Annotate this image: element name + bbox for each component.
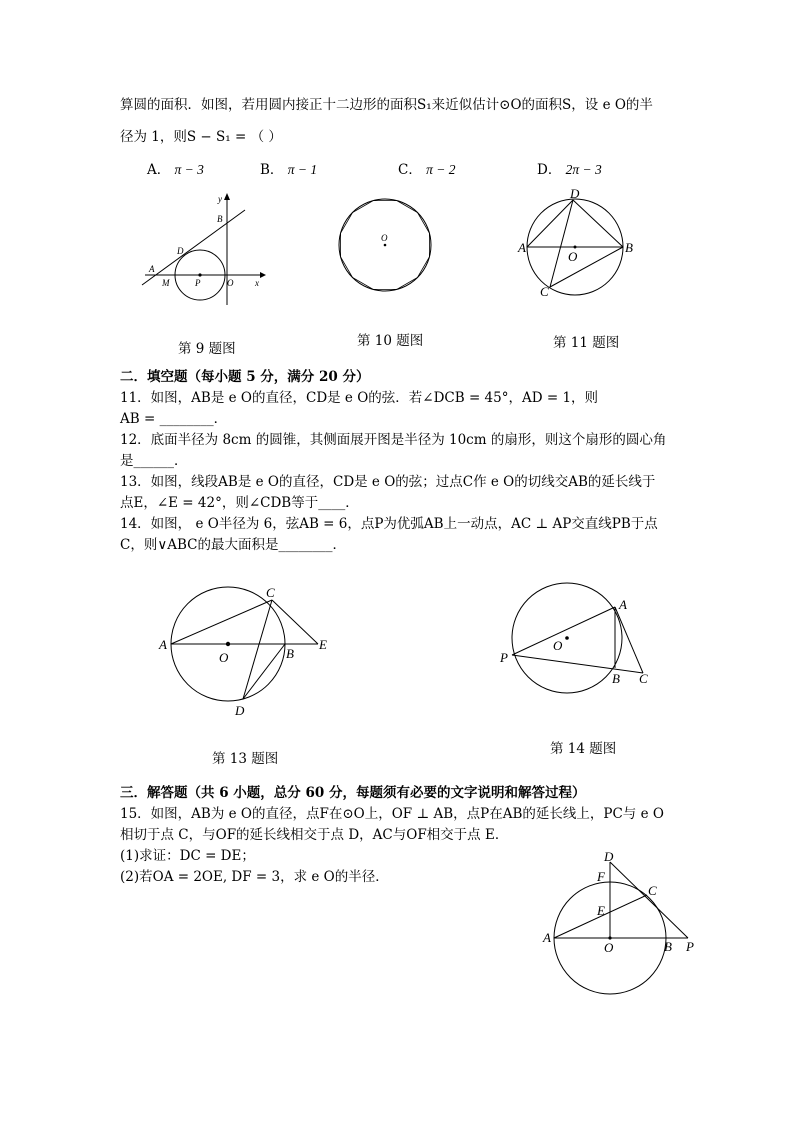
q14-line1: 14．如图， e O半径为 6，弦AB = 6，点P为优弧AB上一动点，AC ⊥ AP交直线PB于点 [120, 516, 658, 532]
figure-10 [330, 195, 440, 295]
figure-9 [140, 190, 270, 305]
label: P [500, 650, 508, 665]
q13-line1: 13．如图，线段AB是 e O的直径，CD是 e O的弦；过点C作 e O的切线交AB的延长线于 [120, 474, 656, 490]
choice-b: B． π − 1 [260, 162, 318, 178]
label: M [162, 278, 170, 288]
choice-c: C． π − 2 [398, 162, 456, 178]
label: O [381, 233, 388, 243]
label: D [570, 186, 580, 201]
label: A [543, 930, 551, 945]
q12-line2: 是______． [120, 453, 188, 469]
label: F [597, 869, 605, 884]
q13-line2: 点E，∠E = 42°，则∠CDB等于____． [120, 495, 359, 511]
figure-11 [515, 186, 635, 305]
label: D [235, 703, 245, 718]
figure-15 [540, 848, 700, 990]
q10-line1: 算圆的面积．如图，若用圆内接正十二边形的面积S₁来近似估计⊙O的面积S，设 e O的半 [120, 97, 653, 113]
figure-13 [155, 580, 335, 720]
caption-fig14: 第 14 题图 [550, 741, 617, 757]
label: B [286, 646, 294, 661]
label: B [664, 939, 672, 954]
label: C [266, 585, 275, 600]
label: C [648, 883, 657, 898]
figure-14 [495, 580, 665, 700]
choice-d: D． 2π − 3 [537, 162, 602, 178]
choice-a: A． π − 3 [147, 162, 204, 178]
label: O [568, 249, 578, 264]
q14-line2: C，则∨ABC的最大面积是________． [120, 537, 346, 553]
q11-line1: 11．如图，AB是 e O的直径，CD是 e O的弦．若∠DCB = 45°，AD = 1，则 [120, 390, 599, 406]
label: D [177, 246, 184, 256]
section3-heading: 三．解答题（共 6 小题，总分 60 分，每题须有必要的文字说明和解答过程） [120, 785, 586, 801]
label: B [612, 671, 620, 686]
q10-line2: 径为 1，则S − S₁ = （ ） [120, 129, 282, 145]
label: A [159, 637, 167, 652]
label: P [195, 278, 201, 288]
section2-heading: 二．填空题（每小题 5 分，满分 20 分） [120, 369, 370, 385]
q15-line1: 15．如图，AB为 e O的直径，点F在⊙O上，OF ⊥ AB，点P在AB的延长线上，PC与 e O [120, 806, 664, 822]
label: x [255, 278, 259, 288]
q15-part2: (2)若OA = 2OE, DF = 3，求 e O的半径． [120, 869, 389, 885]
label: O [227, 278, 234, 288]
label: O [219, 650, 229, 665]
q12-line1: 12．底面半径为 8cm 的圆锥，其侧面展开图是半径为 10cm 的扇形，则这个扇形的圆心角 [120, 432, 667, 448]
label: O [604, 940, 614, 955]
label: A [149, 264, 155, 274]
caption-fig13: 第 13 题图 [212, 751, 279, 767]
q11-line2: AB = ________． [120, 411, 228, 427]
label: A [518, 240, 526, 255]
label: B [217, 214, 223, 224]
q15-part1: (1)求证：DC = DE； [120, 848, 255, 864]
label: y [218, 194, 222, 204]
caption-fig9: 第 9 题图 [178, 341, 236, 357]
label: E [597, 903, 605, 918]
label: C [540, 284, 549, 299]
label: A [619, 597, 627, 612]
label: D [604, 849, 614, 864]
q15-line2: 相切于点 C，与OF的延长线相交于点 D，AC与OF相交于点 E． [120, 827, 509, 843]
label: P [686, 939, 694, 954]
caption-fig11: 第 11 题图 [553, 335, 620, 351]
label: B [625, 240, 633, 255]
caption-fig10: 第 10 题图 [357, 333, 424, 349]
label: O [553, 638, 563, 653]
label: E [319, 637, 327, 652]
label: C [639, 671, 648, 686]
